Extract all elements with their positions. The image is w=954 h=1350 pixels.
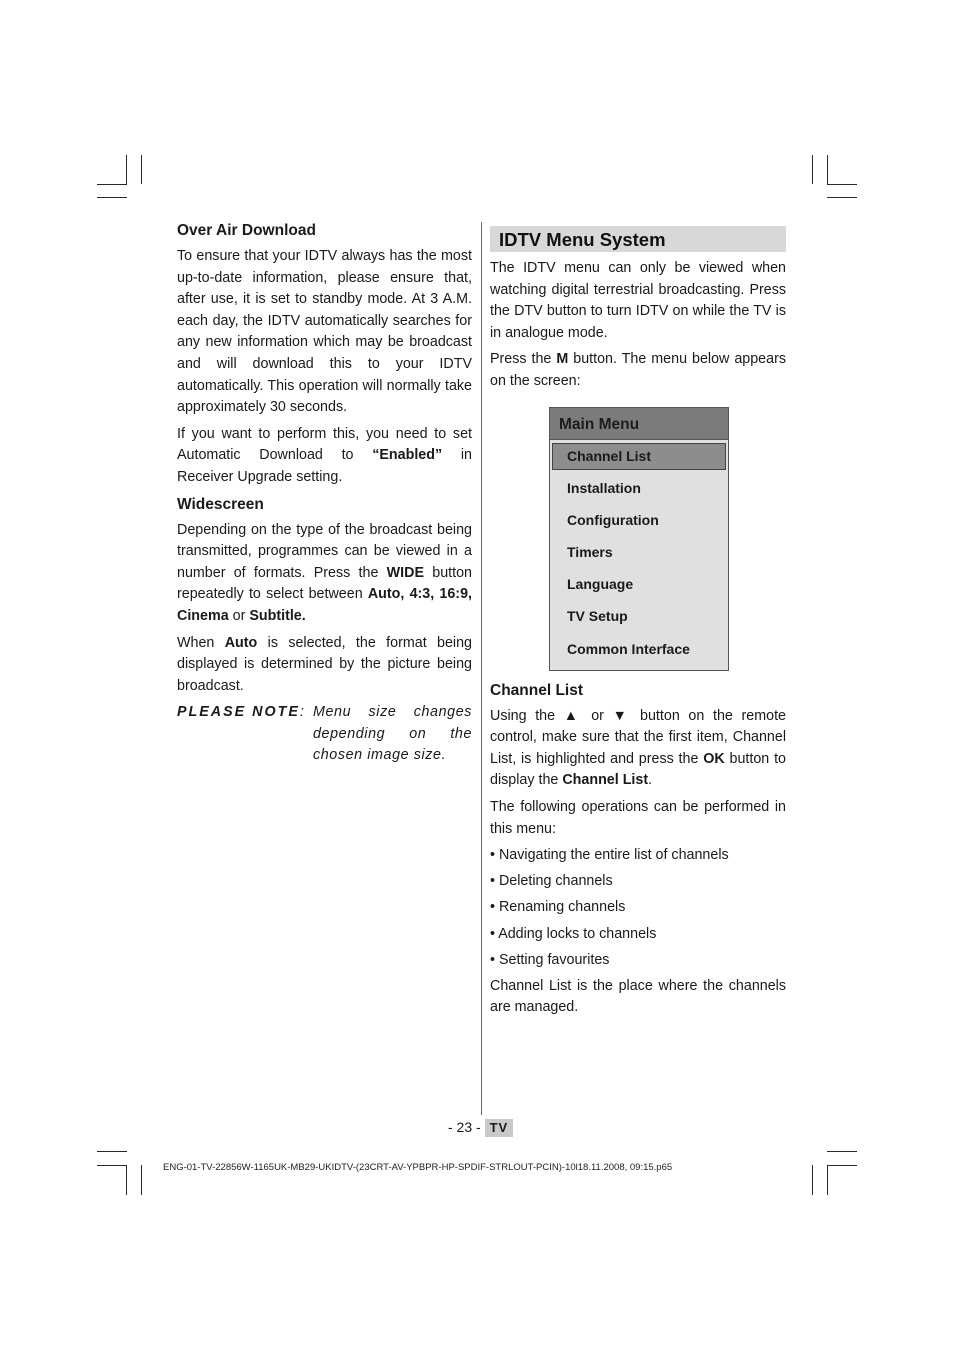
page-footer	[448, 1118, 513, 1137]
tv-badge: TV	[485, 1119, 514, 1137]
press-m-paragraph	[490, 349, 786, 392]
right-column	[490, 226, 786, 1024]
crop-mark	[141, 155, 142, 184]
widescreen-heading: Widescreen	[177, 495, 264, 513]
please-note-label	[177, 702, 313, 724]
crop-mark	[97, 1151, 127, 1152]
note-line-2: depending on the	[313, 725, 472, 742]
menu-item-common-interface[interactable]: Common Interface	[567, 640, 690, 657]
over-air-download-heading: Over Air Download	[177, 222, 316, 239]
list-item: • Renaming channels	[490, 899, 626, 916]
ok-button-bold: OK	[703, 750, 725, 767]
crop-mark	[97, 197, 127, 198]
note-line-1: Menu size changes	[313, 704, 472, 721]
channel-list-summary: Channel List is the place where the channels are managed.	[490, 977, 786, 1016]
crop-mark	[827, 155, 828, 184]
main-menu-title: Main Menu	[550, 408, 728, 440]
list-item: • Deleting channels	[490, 873, 613, 890]
main-menu-screenshot	[549, 407, 729, 671]
crop-mark	[97, 1165, 127, 1166]
text-run: button repeatedly to select between	[177, 564, 472, 603]
auto-bold: Auto	[224, 634, 258, 651]
over-air-download-paragraph: To ensure that your IDTV always has the most up-to-date information, please ensure that, after use, it is set to standby mode. At 3 A.M. each day, the IDTV automatically searches for any new information which may be broadcast and will download this to your IDTV automatically. This operation will normally take approximately 30 seconds.	[177, 248, 472, 416]
column-divider	[481, 222, 482, 1115]
crop-mark	[827, 1165, 828, 1195]
page-number: - 23 -	[448, 1119, 481, 1135]
widescreen-paragraph	[177, 520, 472, 628]
list-item: • Adding locks to channels	[490, 925, 657, 942]
operations-list	[490, 845, 786, 971]
list-item: • Setting favourites	[490, 951, 610, 968]
main-menu-list	[550, 440, 728, 670]
crop-mark	[141, 1165, 142, 1195]
channel-list-paragraph	[490, 706, 786, 792]
text-run: When	[177, 634, 225, 651]
text-run: or	[582, 707, 613, 724]
text-run: button. The menu below appears on the screen:	[490, 351, 786, 389]
text-run: Press the	[490, 351, 557, 368]
channel-list-heading: Channel List	[490, 681, 584, 699]
crop-mark	[812, 1165, 813, 1195]
list-item: • Navigating the entire list of channels	[490, 847, 729, 864]
auto-format-paragraph	[177, 633, 472, 698]
subtitle-bold: Subtitle.	[249, 607, 306, 624]
m-button-bold: M	[556, 351, 569, 368]
text-run: or	[228, 607, 250, 624]
down-arrow-icon: ▼	[612, 707, 632, 724]
automatic-download-paragraph	[177, 424, 472, 489]
note-label-text: PLEASE NOTE	[177, 704, 300, 721]
menu-item-tv-setup[interactable]: TV Setup	[567, 608, 628, 625]
menu-item-language[interactable]: Language	[567, 576, 634, 593]
menu-item-configuration[interactable]: Configuration	[567, 511, 659, 528]
please-note	[177, 702, 472, 724]
text-run: in Receiver Upgrade setting.	[177, 447, 472, 485]
menu-item-installation[interactable]: Installation	[567, 479, 641, 496]
left-column	[177, 220, 472, 767]
crop-mark	[827, 1151, 857, 1152]
menu-item-channel-list[interactable]: Channel List	[552, 443, 726, 470]
enabled-bold: “Enabled”	[372, 447, 443, 464]
crop-mark	[126, 155, 127, 184]
text-run: If you want to perform this, you need to set Automatic Download to	[177, 425, 472, 464]
idtv-intro-paragraph: The IDTV menu can only be viewed when watching digital terrestrial broadcasting. Press the DTV button to turn IDTV on while the TV is in analogue mode.	[490, 260, 786, 341]
text-run: Depending on the type of the broadcast being transmitted, programmes can be viewed in a number of formats. Press the	[177, 521, 472, 581]
menu-item-timers[interactable]: Timers	[567, 543, 613, 560]
channel-list-bold: Channel List	[562, 772, 649, 789]
crop-mark	[827, 1165, 857, 1166]
crop-mark	[827, 184, 857, 185]
crop-mark	[97, 184, 127, 185]
file-info-line: ENG-01-TV-22856W-1165UK-MB29-UKIDTV-(23CRT-AV-YPBPR-HP-SPDIF-STRLOUT-PCIN)-10l18.11.2008, 09:15.p65	[163, 1162, 673, 1173]
text-run: button on the remote control, make sure that the first item, Channel List, is highlighted and press the	[490, 707, 786, 767]
wide-bold: WIDE	[386, 564, 424, 581]
text-run: is selected, the format being displayed is determined by the picture being broadcast.	[177, 634, 473, 694]
text-run: Using the	[490, 707, 564, 724]
crop-mark	[812, 155, 813, 184]
up-arrow-icon: ▲	[563, 707, 583, 724]
idtv-menu-system-title: IDTV Menu System	[490, 226, 786, 252]
formats-bold: Auto, 4:3, 16:9, Cinema	[177, 586, 472, 624]
note-line-3: chosen image size.	[313, 747, 447, 764]
text-run: button to display the	[490, 750, 786, 789]
text-run: .	[648, 772, 653, 789]
operations-paragraph: The following operations can be performed in this menu:	[490, 799, 786, 837]
crop-mark	[827, 197, 857, 198]
note-colon: :	[299, 704, 306, 721]
crop-mark	[126, 1165, 127, 1195]
